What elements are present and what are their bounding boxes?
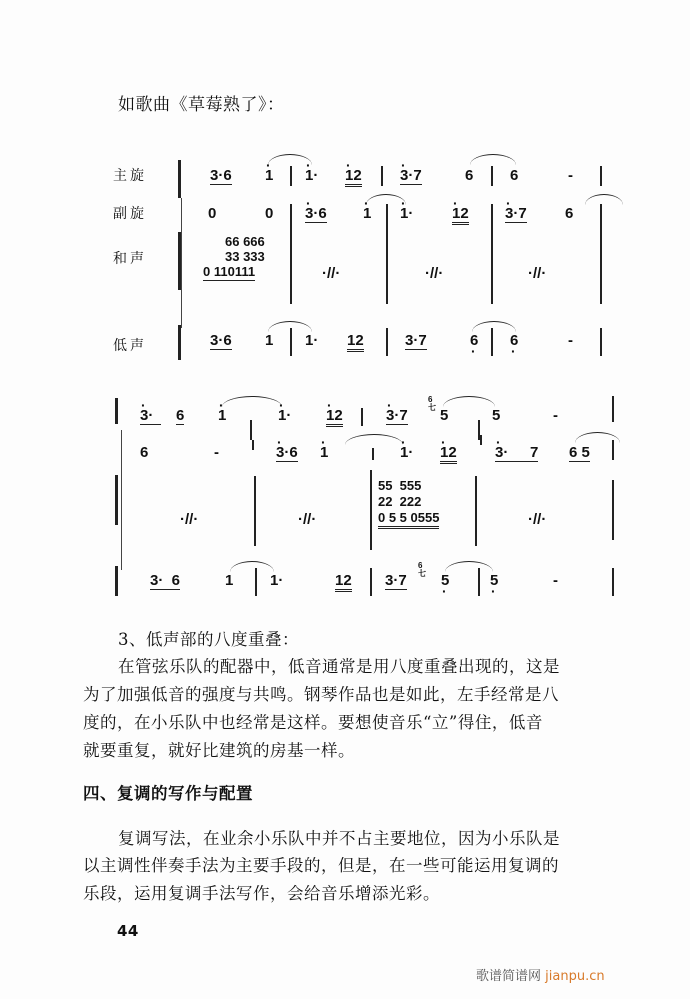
note: · 3·6: [276, 445, 298, 462]
note: · 3·: [140, 408, 161, 425]
barline: [480, 435, 482, 445]
tie: [443, 396, 495, 407]
barline: [386, 204, 388, 304]
chord-row: 55 555: [378, 478, 422, 493]
note: 6: [140, 444, 149, 461]
paragraph-line: 复调写法，在业余小乐队中并不占主要地位，因为小乐队是: [118, 829, 560, 848]
tie: [230, 561, 274, 572]
label-counter: 副旋: [113, 206, 147, 222]
subsection-title: 3、低声部的八度重叠：: [118, 630, 299, 649]
note: 6 ·: [510, 333, 518, 349]
barline: [250, 420, 252, 440]
note: 5: [440, 407, 449, 424]
system-line: [121, 430, 122, 570]
grace-note: 6 七: [428, 395, 436, 412]
barline: [612, 568, 614, 596]
barline: [612, 440, 614, 460]
note: 1: [265, 332, 274, 349]
note: · 3·7: [505, 206, 527, 223]
note: · 1: [218, 408, 226, 424]
barline: [612, 480, 614, 540]
section-heading: 四、复调的写作与配置: [83, 784, 253, 803]
note: -: [553, 572, 558, 589]
note: -: [568, 167, 573, 184]
barline: [361, 408, 363, 426]
note: · 1·: [400, 445, 413, 461]
note: -: [568, 332, 573, 349]
barline: [252, 440, 254, 450]
note: 1·: [270, 572, 284, 589]
note: · 1·: [278, 408, 291, 424]
barline: [372, 448, 374, 460]
repeat-sign: ·//·: [322, 265, 341, 282]
label-harmony: 和声: [113, 251, 147, 267]
barline: [491, 328, 493, 356]
watermark-cn: 歌谱简谱网: [476, 969, 542, 984]
note: 1: [225, 572, 234, 589]
page-number: 44: [117, 922, 139, 940]
note: 0: [208, 205, 217, 222]
note: · 12: [326, 408, 343, 427]
label-bass: 低声: [113, 338, 147, 354]
barline: [478, 568, 480, 596]
note: -: [214, 444, 219, 461]
grace-note: 6 七: [418, 561, 426, 578]
chord-row: 22 222: [378, 494, 422, 509]
note: 5: [492, 407, 501, 424]
repeat-sign: ·//·: [528, 265, 547, 282]
note: · 1: [265, 168, 273, 184]
bracket: [115, 398, 121, 424]
note: · 3·7: [386, 408, 408, 425]
note: 6: [176, 407, 185, 424]
repeat-sign: ·//·: [528, 511, 547, 528]
note: · 12: [345, 168, 362, 187]
note: · 1·: [305, 168, 318, 184]
system-line: [181, 198, 182, 328]
barline: [381, 166, 383, 186]
repeat-sign: ·//·: [425, 265, 444, 282]
note: 3·6: [210, 332, 232, 349]
example-intro: 如歌曲《草莓熟了》：: [118, 95, 285, 115]
note: · 3·6: [305, 206, 327, 223]
paragraph-line: 以主调性伴奏手法为主要手段的，但是，在一些可能运用复调的: [83, 856, 559, 875]
note: 12: [347, 333, 364, 352]
watermark-en: jianpu.cn: [545, 969, 605, 984]
barline: [370, 470, 372, 550]
barline: [491, 166, 493, 186]
chord-row: 0 5 5 0555: [378, 510, 439, 529]
note: · 1: [320, 445, 328, 461]
tie: [472, 321, 516, 332]
repeat-sign: ·//·: [180, 511, 199, 528]
note: 3· 6: [150, 572, 181, 589]
tie: [470, 154, 516, 165]
repeat-sign: ·//·: [298, 511, 317, 528]
barline: [600, 328, 602, 356]
tie: [222, 396, 282, 407]
chord-row: 66 666: [225, 234, 265, 249]
bracket: [115, 566, 121, 596]
barline: [600, 166, 602, 186]
barline: [254, 476, 256, 546]
barline: [491, 204, 493, 304]
barline: [290, 204, 292, 304]
barline: [290, 328, 292, 356]
barline: [386, 328, 388, 356]
note: 6: [465, 167, 474, 184]
barline: [370, 568, 372, 596]
note: 3·6: [210, 167, 232, 184]
tie: [585, 194, 623, 205]
tie: [268, 154, 312, 165]
note: 3·7: [385, 572, 407, 589]
note: · 1: [363, 206, 371, 222]
paragraph-line: 为了加强低音的强度与共鸣。钢琴作品也是如此，左手经常是八: [83, 685, 559, 704]
label-melody: 主旋: [113, 168, 147, 184]
chord-row: 0 110111: [203, 264, 256, 279]
chord-row: 33 333: [225, 249, 265, 264]
barline: [600, 204, 602, 304]
note: · 3·7: [400, 168, 422, 185]
note: 3·7: [405, 332, 427, 349]
note: 12: [335, 573, 352, 592]
watermark: [476, 965, 605, 984]
note: -: [553, 407, 558, 424]
note: · 1·: [400, 206, 413, 222]
note: · 3·: [495, 445, 530, 462]
note: 5 ·: [490, 573, 498, 589]
paragraph-line: 就要重复，就好比建筑的房基一样。: [83, 741, 355, 760]
paragraph-line: 乐段，运用复调手法写作，会给音乐增添光彩。: [83, 884, 440, 903]
note: · 12: [440, 445, 457, 464]
tie: [445, 561, 493, 572]
barline: [612, 396, 614, 422]
note: 6: [565, 205, 574, 222]
paragraph-line: 度的，在小乐队中也经常是这样。要想使音乐“立”得住，低音: [83, 713, 543, 732]
note: 5 ·: [441, 573, 449, 589]
note: 7: [530, 444, 539, 461]
note: 6 ·: [470, 333, 478, 349]
note: 6: [510, 167, 519, 184]
bracket: [178, 325, 184, 360]
barline: [475, 476, 477, 546]
bracket: [178, 160, 184, 198]
paragraph-line: 在管弦乐队的配器中，低音通常是用八度重叠出现的，这是: [118, 657, 560, 676]
note: 1·: [305, 332, 319, 349]
note: 6 5: [569, 444, 590, 461]
tie: [345, 434, 403, 445]
note: · 12: [452, 206, 469, 225]
barline: [290, 166, 292, 186]
note: 0: [265, 205, 274, 222]
barline: [255, 568, 257, 596]
